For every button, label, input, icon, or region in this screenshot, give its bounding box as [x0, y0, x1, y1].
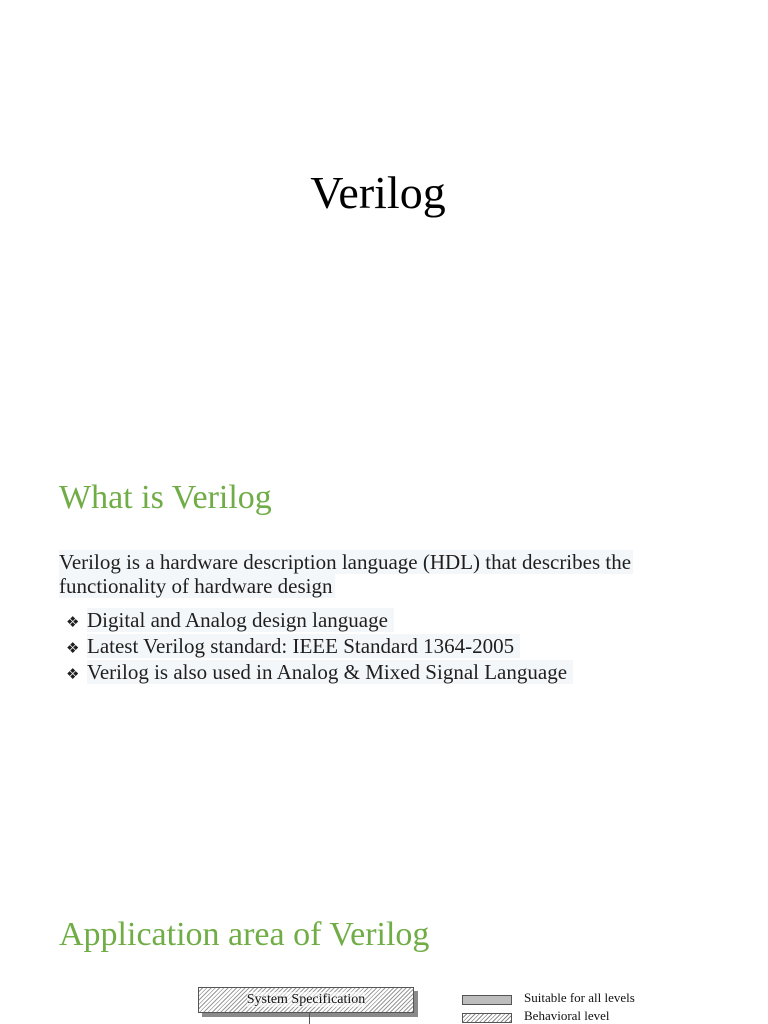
- system-specification-box: [198, 987, 414, 1013]
- list-item: [66, 608, 573, 634]
- intro-paragraph: [59, 550, 633, 598]
- section-heading-what-is-verilog: What is Verilog: [59, 479, 272, 516]
- bullet-text: Verilog is also used in Analog & Mixed Signal Language: [87, 660, 573, 684]
- intro-line-2: functionality of hardware design: [59, 574, 333, 598]
- legend-label-behavioral: Behavioral level: [524, 1008, 610, 1023]
- diamond-bullet-icon: ❖: [66, 639, 80, 657]
- feature-bullet-list: [66, 608, 573, 686]
- page-title: Verilog: [310, 167, 446, 218]
- design-flow-diagram: [0, 980, 768, 1024]
- list-item: [66, 634, 573, 660]
- system-specification-label: System Specification: [246, 992, 366, 1007]
- bullet-text: Digital and Analog design language: [87, 608, 394, 632]
- intro-line-1: Verilog is a hardware description language (HDL) that describes the: [59, 550, 632, 574]
- section-heading-application-area: Application area of Verilog: [59, 916, 430, 953]
- list-item: [66, 660, 573, 686]
- legend-label-all-levels: Suitable for all levels: [524, 990, 635, 1005]
- legend-swatch-solid: [462, 995, 512, 1005]
- diamond-bullet-icon: ❖: [66, 613, 80, 631]
- legend-swatch-hatched: [462, 1013, 512, 1023]
- bullet-text: Latest Verilog standard: IEEE Standard 1364-2005: [87, 634, 520, 658]
- flow-connector-line: [309, 1013, 310, 1024]
- diamond-bullet-icon: ❖: [66, 665, 80, 683]
